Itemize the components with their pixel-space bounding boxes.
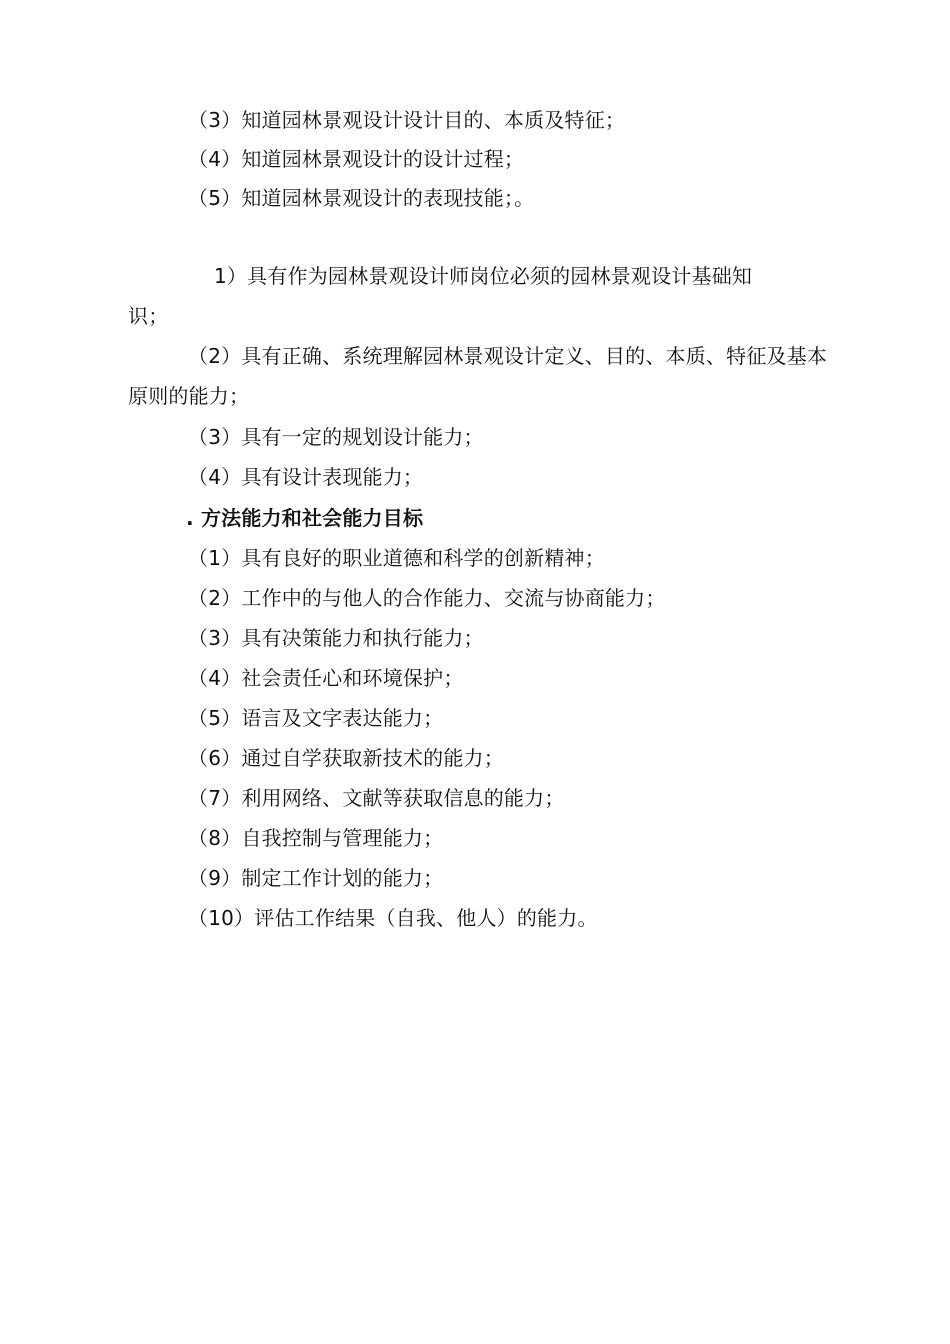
method-item-4: （4）社会责任心和环境保护； — [188, 666, 464, 690]
knowledge-item-4: （4）知道园林景观设计的设计过程； — [188, 147, 525, 171]
skill-item-3: （3）具有一定的规划设计能力； — [188, 425, 484, 449]
method-item-1: （1）具有良好的职业道德和科学的创新精神； — [188, 546, 605, 570]
method-item-9: （9）制定工作计划的能力； — [188, 866, 444, 890]
section-heading: . 方法能力和社会能力目标 — [186, 506, 424, 530]
method-item-7: （7）利用网络、文献等获取信息的能力； — [188, 786, 565, 810]
skill-item-2-line-1: （2）具有正确、系统理解园林景观设计定义、目的、本质、特征及基本 — [188, 344, 828, 368]
skill-item-1-line-2: 识； — [128, 304, 169, 328]
method-item-6: （6）通过自学获取新技术的能力； — [188, 746, 504, 770]
knowledge-item-3: （3）知道园林景观设计设计目的、本质及特征； — [188, 108, 626, 132]
method-item-5: （5）语言及文字表达能力； — [188, 706, 444, 730]
knowledge-item-5: （5）知道园林景观设计的表现技能；。 — [188, 186, 535, 210]
skill-item-1-line-1: 1）具有作为园林景观设计师岗位必须的园林景观设计基础知 — [214, 264, 753, 288]
skill-item-2-line-2: 原则的能力； — [128, 384, 250, 408]
method-item-3: （3）具有决策能力和执行能力； — [188, 626, 484, 650]
method-item-8: （8）自我控制与管理能力； — [188, 826, 444, 850]
method-item-2: （2）工作中的与他人的合作能力、交流与协商能力； — [188, 586, 666, 610]
skill-item-4: （4）具有设计表现能力； — [188, 465, 424, 489]
method-item-10: （10）评估工作结果（自我、他人）的能力。 — [188, 906, 598, 930]
